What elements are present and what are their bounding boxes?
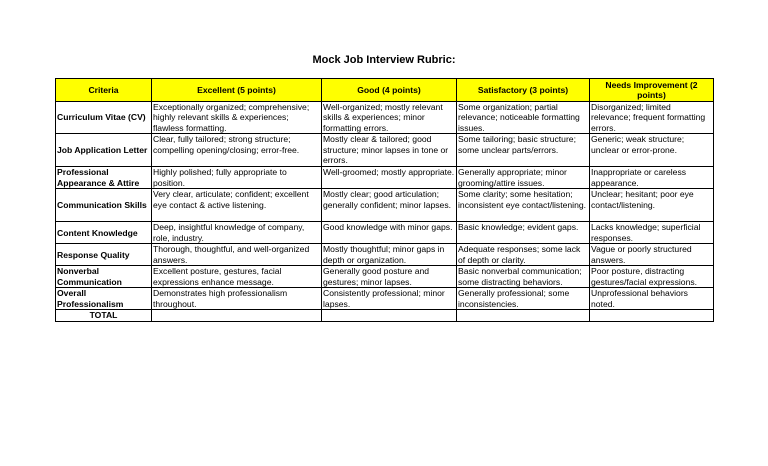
total-needs-improvement-cell xyxy=(590,310,714,321)
header-excellent: Excellent (5 points) xyxy=(152,79,322,102)
page-title: Mock Job Interview Rubric: xyxy=(312,54,456,66)
good-cell: Mostly clear & tailored; good structure; minor lapses in tone or errors. xyxy=(322,134,457,167)
total-excellent-cell xyxy=(152,310,322,321)
total-label: TOTAL xyxy=(56,310,152,321)
total-row xyxy=(56,310,714,321)
needs-improvement-cell: Lacks knowledge; superficial responses. xyxy=(590,222,714,244)
excellent-cell: Deep, insightful knowledge of company, role, industry. xyxy=(152,222,322,244)
table-row xyxy=(56,102,714,134)
header-satisfactory: Satisfactory (3 points) xyxy=(457,79,590,102)
good-cell: Consistently professional; minor lapses. xyxy=(322,288,457,310)
needs-improvement-cell: Inappropriate or careless appearance. xyxy=(590,167,714,189)
total-satisfactory-cell xyxy=(457,310,590,321)
header-criteria: Criteria xyxy=(56,79,152,102)
table-row xyxy=(56,288,714,310)
satisfactory-cell: Some organization; partial relevance; noticeable formatting issues. xyxy=(457,102,590,134)
table-row xyxy=(56,222,714,244)
needs-improvement-cell: Generic; weak structure; unclear or error-prone. xyxy=(590,134,714,167)
excellent-cell: Clear, fully tailored; strong structure; compelling opening/closing; error-free. xyxy=(152,134,322,167)
table-row xyxy=(56,244,714,266)
criteria-cell: Response Quality xyxy=(56,244,152,266)
header-row xyxy=(56,79,714,102)
satisfactory-cell: Some tailoring; basic structure; some unclear parts/errors. xyxy=(457,134,590,167)
needs-improvement-cell: Vague or poorly structured answers. xyxy=(590,244,714,266)
good-cell: Good knowledge with minor gaps. xyxy=(322,222,457,244)
good-cell: Well-organized; mostly relevant skills & experiences; minor formatting errors. xyxy=(322,102,457,134)
satisfactory-cell: Some clarity; some hesitation; inconsistent eye contact/listening. xyxy=(457,189,590,222)
excellent-cell: Thorough, thoughtful, and well-organized answers. xyxy=(152,244,322,266)
satisfactory-cell: Basic nonverbal communication; some distracting behaviors. xyxy=(457,266,590,288)
table-row xyxy=(56,134,714,167)
good-cell: Well-groomed; mostly appropriate. xyxy=(322,167,457,189)
excellent-cell: Exceptionally organized; comprehensive; highly relevant skills & experiences; flawless formatting. xyxy=(152,102,322,134)
excellent-cell: Demonstrates high professionalism throughout. xyxy=(152,288,322,310)
criteria-cell: Nonverbal Communication xyxy=(56,266,152,288)
header-good: Good (4 points) xyxy=(322,79,457,102)
rubric-table xyxy=(55,78,714,322)
satisfactory-cell: Basic knowledge; evident gaps. xyxy=(457,222,590,244)
needs-improvement-cell: Unprofessional behaviors noted. xyxy=(590,288,714,310)
excellent-cell: Very clear, articulate; confident; excellent eye contact & active listening. xyxy=(152,189,322,222)
good-cell: Mostly clear; good articulation; generally confident; minor lapses. xyxy=(322,189,457,222)
excellent-cell: Excellent posture, gestures, facial expressions enhance message. xyxy=(152,266,322,288)
satisfactory-cell: Generally appropriate; minor grooming/attire issues. xyxy=(457,167,590,189)
criteria-cell: Content Knowledge xyxy=(56,222,152,244)
header-needs-improvement: Needs Improvement (2 points) xyxy=(590,79,714,102)
satisfactory-cell: Generally professional; some inconsistencies. xyxy=(457,288,590,310)
criteria-cell: Professional Appearance & Attire xyxy=(56,167,152,189)
good-cell: Mostly thoughtful; minor gaps in depth or organization. xyxy=(322,244,457,266)
table-row xyxy=(56,189,714,222)
needs-improvement-cell: Poor posture, distracting gestures/facial expressions. xyxy=(590,266,714,288)
criteria-cell: Job Application Letter xyxy=(56,134,152,167)
total-good-cell xyxy=(322,310,457,321)
needs-improvement-cell: Disorganized; limited relevance; frequent formatting errors. xyxy=(590,102,714,134)
table-row xyxy=(56,167,714,189)
good-cell: Generally good posture and gestures; minor lapses. xyxy=(322,266,457,288)
satisfactory-cell: Adequate responses; some lack of depth or clarity. xyxy=(457,244,590,266)
criteria-cell: Overall Professionalism xyxy=(56,288,152,310)
criteria-cell: Curriculum Vitae (CV) xyxy=(56,102,152,134)
table-row xyxy=(56,266,714,288)
excellent-cell: Highly polished; fully appropriate to position. xyxy=(152,167,322,189)
needs-improvement-cell: Unclear; hesitant; poor eye contact/listening. xyxy=(590,189,714,222)
criteria-cell: Communication Skills xyxy=(56,189,152,222)
